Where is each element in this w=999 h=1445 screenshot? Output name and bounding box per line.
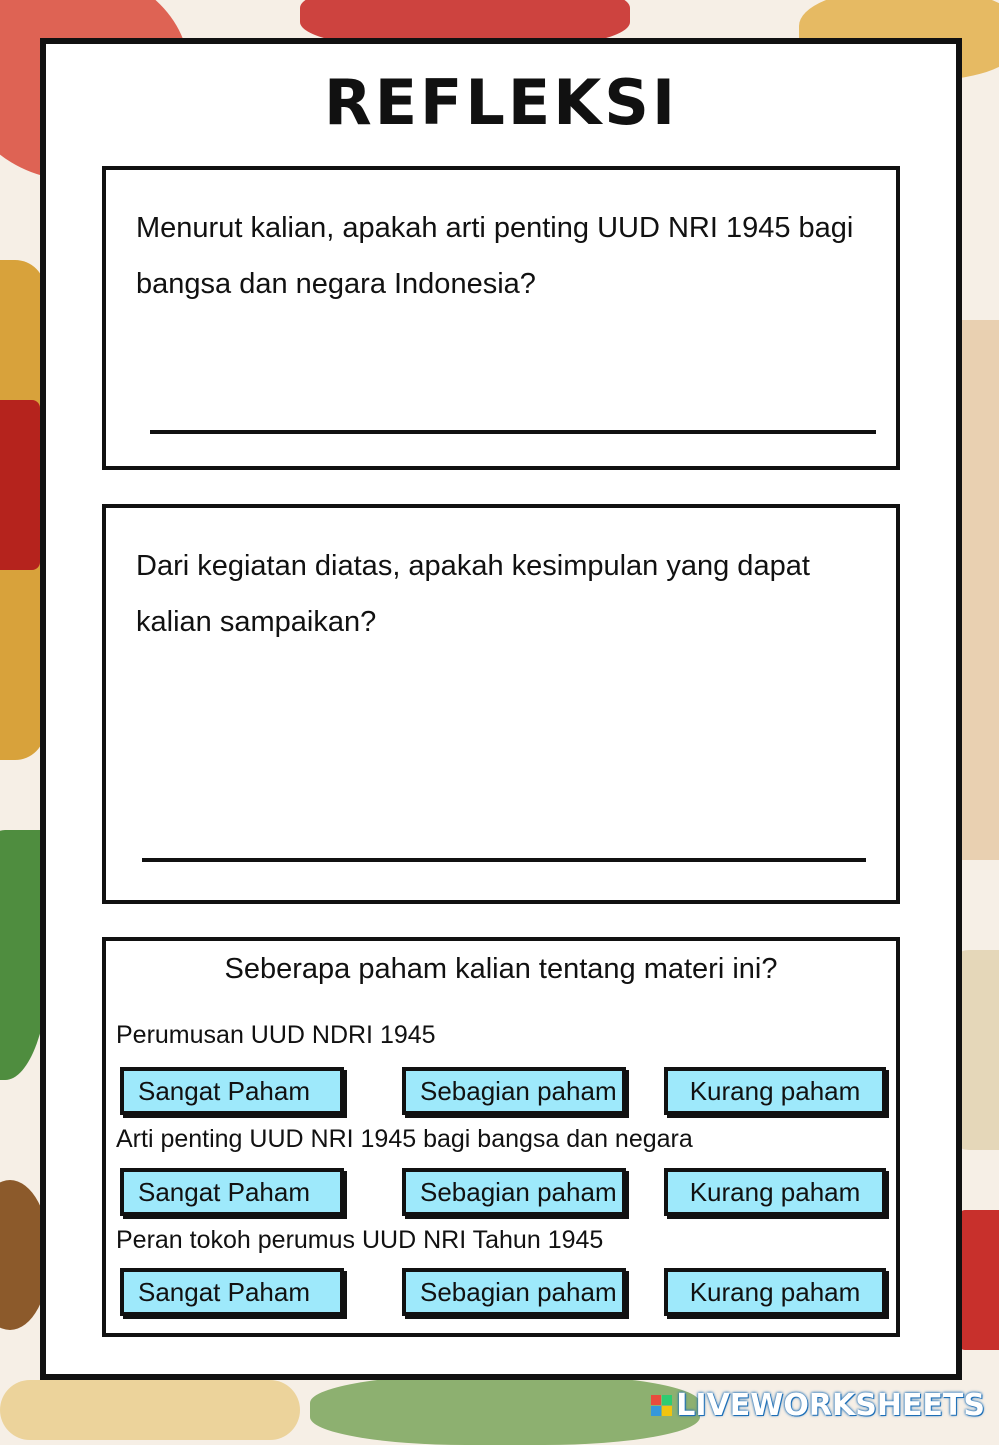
option-sangat-paham[interactable]: Sangat Paham xyxy=(120,1268,344,1316)
worksheet-page xyxy=(40,38,962,1380)
page-title: REFLEKSI xyxy=(323,66,679,139)
decorative-background-shape xyxy=(0,1380,300,1440)
topic-label: Arti penting UUD NRI 1945 bagi bangsa dan negara xyxy=(116,1125,693,1153)
decorative-background-shape xyxy=(310,1375,700,1445)
self-assessment-box xyxy=(102,937,900,1337)
liveworksheets-logo-icon xyxy=(651,1395,672,1416)
topic-label: Peran tokoh perumus UUD NRI Tahun 1945 xyxy=(116,1226,604,1254)
brand-text: LIVEWORKSHEETS xyxy=(676,1388,985,1423)
option-sangat-paham[interactable]: Sangat Paham xyxy=(120,1067,344,1115)
answer-field[interactable] xyxy=(150,430,876,434)
option-sebagian-paham[interactable]: Sebagian paham xyxy=(402,1067,626,1115)
question-text: Menurut kalian, apakah arti penting UUD NRI 1945 bagi bangsa dan negara Indonesia? xyxy=(136,212,854,300)
decorative-background-shape xyxy=(0,400,40,570)
option-kurang-paham[interactable]: Kurang paham xyxy=(664,1067,886,1115)
decorative-background-shape xyxy=(959,1210,999,1350)
option-kurang-paham[interactable]: Kurang paham xyxy=(664,1168,886,1216)
self-assessment-title: Seberapa paham kalian tentang materi ini? xyxy=(224,953,778,985)
option-sebagian-paham[interactable]: Sebagian paham xyxy=(402,1168,626,1216)
liveworksheets-brand[interactable] xyxy=(651,1388,985,1423)
topic-label: Perumusan UUD NDRI 1945 xyxy=(116,1021,436,1049)
question-text: Dari kegiatan diatas, apakah kesimpulan yang dapat kalian sampaikan? xyxy=(136,550,810,638)
answer-field[interactable] xyxy=(142,858,866,862)
option-sangat-paham[interactable]: Sangat Paham xyxy=(120,1168,344,1216)
option-kurang-paham[interactable]: Kurang paham xyxy=(664,1268,886,1316)
question-box-1 xyxy=(102,166,900,470)
option-sebagian-paham[interactable]: Sebagian paham xyxy=(402,1268,626,1316)
question-box-2 xyxy=(102,504,900,904)
